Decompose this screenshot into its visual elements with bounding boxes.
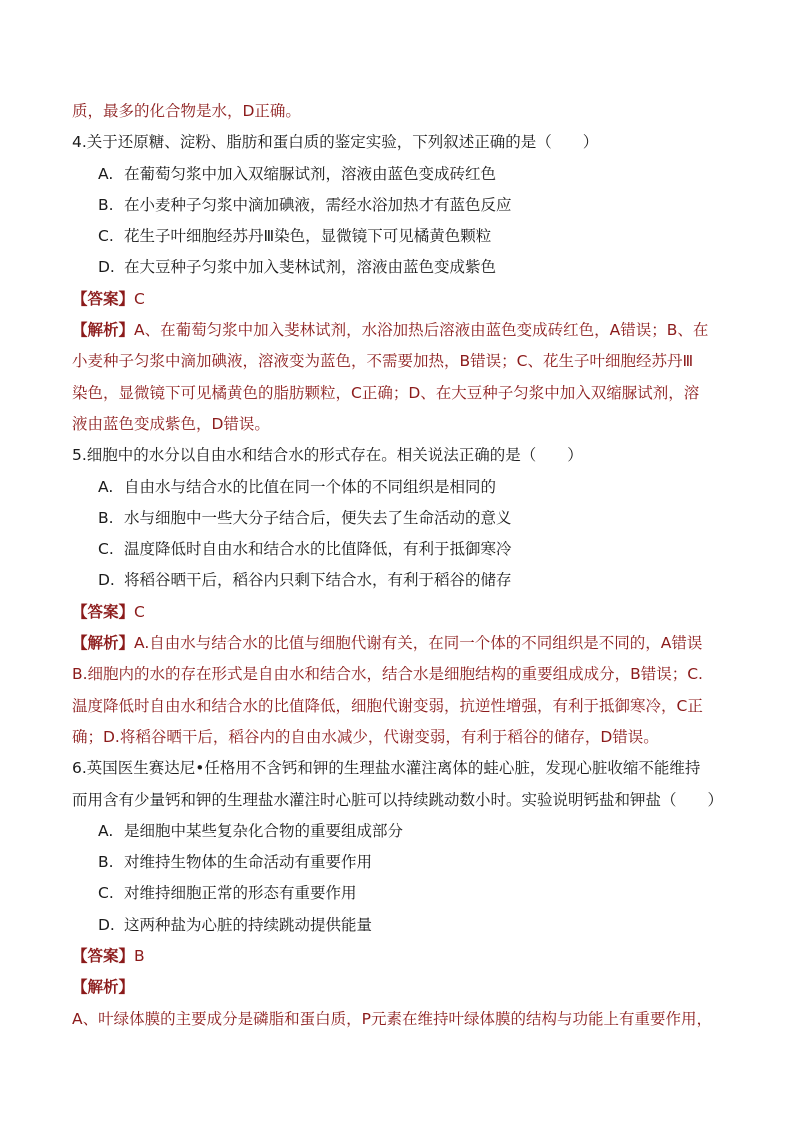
body-text: 小麦种子匀浆中滴加碘液，溶液变为蓝色，不需要加热，B错误；C、花生子叶细胞经苏丹Ⅲ <box>72 352 694 371</box>
option-text: 对维持细胞正常的形态有重要作用 <box>124 884 357 903</box>
text-line <box>72 409 732 440</box>
body-text: B.细胞内的水的存在形式是自由水和结合水，结合水是细胞结构的重要组成成分，B错误；C. <box>72 665 703 684</box>
analysis-line <box>72 972 732 1003</box>
question-line <box>72 127 732 158</box>
answer-tag: 【答案】 <box>72 289 135 308</box>
option-letter: B. <box>98 508 114 527</box>
body-text: A、叶绿体膜的主要成分是磷脂和蛋白质，P元素在维持叶绿体膜的结构与功能上有重要作用， <box>72 1009 712 1028</box>
question-text: 5.细胞中的水分以自由水和结合水的形式存在。相关说法正确的是（ ） <box>72 446 583 465</box>
text-line <box>72 1004 732 1035</box>
answer-value: B <box>134 947 145 966</box>
answer-option <box>72 190 732 221</box>
analysis-text: A.自由水与结合水的比值与细胞代谢有关，在同一个体的不同组织是不同的，A错误 <box>134 634 703 653</box>
body-text: 确；D.将稻谷晒干后，稻谷内的自由水减少，代谢变弱，有利于稻谷的储存，D错误。 <box>72 727 659 746</box>
answer-value: C <box>134 289 145 308</box>
analysis-tag: 【解析】 <box>72 321 135 340</box>
answer-option <box>72 816 732 847</box>
answer-option <box>72 847 732 878</box>
question-text: 6.英国医生赛达尼•任格用不含钙和钾的生理盐水灌注离体的蛙心脏，发现心脏收缩不能维持 <box>72 759 701 778</box>
option-letter: C. <box>98 540 114 559</box>
analysis-line <box>72 315 732 346</box>
option-text: 温度降低时自由水和结合水的比值降低，有利于抵御寒冷 <box>124 540 512 559</box>
option-letter: B. <box>98 195 114 214</box>
answer-option <box>72 565 732 596</box>
analysis-line <box>72 628 732 659</box>
body-text: 温度降低时自由水和结合水的比值降低，细胞代谢变弱，抗逆性增强，有利于抵御寒冷，C正 <box>72 696 703 715</box>
question-line <box>72 785 732 816</box>
answer-option <box>72 503 732 534</box>
option-text: 是细胞中某些复杂化合物的重要组成部分 <box>124 821 404 840</box>
answer-tag: 【答案】 <box>72 947 135 966</box>
body-text: 液由蓝色变成紫色，D错误。 <box>72 414 270 433</box>
answer-option <box>72 878 732 909</box>
answer-line <box>72 941 732 972</box>
question-text: 4.关于还原糖、淀粉、脂肪和蛋白质的鉴定实验，下列叙述正确的是（ ） <box>72 133 599 152</box>
option-letter: A. <box>98 164 114 183</box>
text-line <box>72 96 732 127</box>
option-text: 将稻谷晒干后，稻谷内只剩下结合水，有利于稻谷的储存 <box>124 571 512 590</box>
text-line <box>72 346 732 377</box>
analysis-tag: 【解析】 <box>72 634 135 653</box>
question-line <box>72 753 732 784</box>
question-text: 而用含有少量钙和钾的生理盐水灌注时心脏可以持续跳动数小时。实验说明钙盐和钾盐（ ） <box>72 790 724 809</box>
analysis-tag: 【解析】 <box>72 978 135 997</box>
option-text: 水与细胞中一些大分子结合后，便失去了生命活动的意义 <box>124 508 512 527</box>
text-line <box>72 659 732 690</box>
text-line <box>72 691 732 722</box>
document-page <box>72 96 732 1035</box>
option-text: 对维持生物体的生命活动有重要作用 <box>124 853 373 872</box>
option-letter: B. <box>98 853 114 872</box>
answer-option <box>72 159 732 190</box>
answer-option <box>72 472 732 503</box>
option-text: 在葡萄匀浆中加入双缩脲试剂，溶液由蓝色变成砖红色 <box>124 164 497 183</box>
text-line <box>72 722 732 753</box>
option-letter: D. <box>98 258 115 277</box>
answer-value: C <box>134 602 145 621</box>
question-line <box>72 440 732 471</box>
analysis-text: A、在葡萄匀浆中加入斐林试剂，水浴加热后溶液由蓝色变成砖红色，A错误；B、在 <box>134 321 709 340</box>
answer-option <box>72 221 732 252</box>
answer-tag: 【答案】 <box>72 602 135 621</box>
answer-option <box>72 910 732 941</box>
answer-option <box>72 534 732 565</box>
answer-line <box>72 597 732 628</box>
answer-line <box>72 284 732 315</box>
option-text: 在小麦种子匀浆中滴加碘液，需经水浴加热才有蓝色反应 <box>124 195 512 214</box>
option-text: 这两种盐为心脏的持续跳动提供能量 <box>124 915 373 934</box>
option-letter: C. <box>98 227 114 246</box>
option-letter: C. <box>98 884 114 903</box>
answer-option <box>72 252 732 283</box>
option-letter: D. <box>98 915 115 934</box>
option-letter: A. <box>98 477 114 496</box>
option-text: 花生子叶细胞经苏丹Ⅲ染色，显微镜下可见橘黄色颗粒 <box>124 227 492 246</box>
option-letter: D. <box>98 571 115 590</box>
text-line <box>72 378 732 409</box>
option-text: 自由水与结合水的比值在同一个体的不同组织是相同的 <box>124 477 497 496</box>
option-letter: A. <box>98 821 114 840</box>
body-text: 染色，显微镜下可见橘黄色的脂肪颗粒，C正确；D、在大豆种子匀浆中加入双缩脲试剂，溶 <box>72 383 700 402</box>
option-text: 在大豆种子匀浆中加入斐林试剂，溶液由蓝色变成紫色 <box>124 258 497 277</box>
body-text: 质，最多的化合物是水，D正确。 <box>72 102 301 120</box>
